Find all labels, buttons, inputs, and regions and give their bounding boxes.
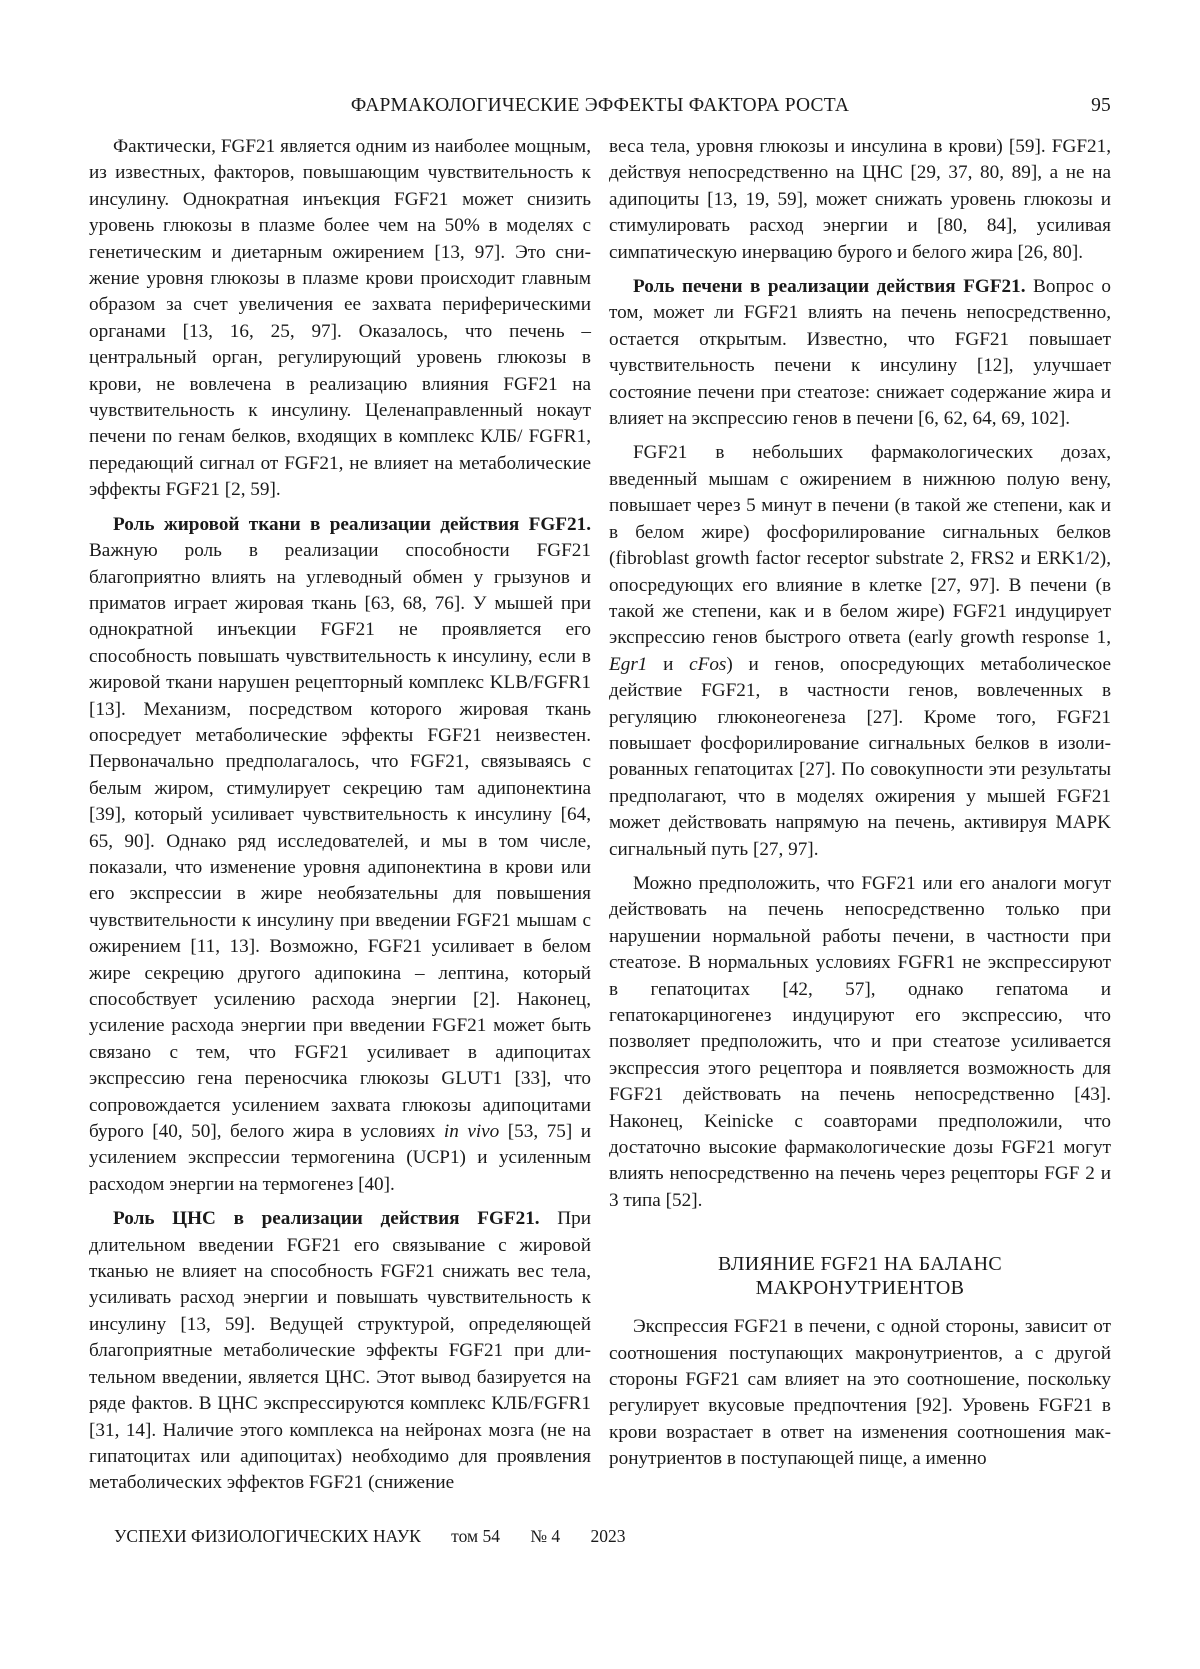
journal-page — [0, 0, 1200, 1669]
right-column — [609, 134, 1111, 1481]
paragraph-heading: Роль жировой ткани в реализации действия FGF21. — [113, 514, 591, 535]
section-heading: ВЛИЯНИЕ FGF21 НА БАЛАНС МАКРОНУТРИЕНТОВ — [609, 1252, 1111, 1300]
paragraph-cns-role: Роль ЦНС в реализации действия FGF21. При длительном введении FGF21 его связывание с жировой тканью не влияет на способность FGF21 снижать вес тела, усиливать расход энергии и по­вышать чувствительность к инсулину [13, 59]. Ве­дущей структурой, определяющей благоприят­ные метаболические эффекты FGF21 при дли­тельном введении, является ЦНС. Этот вывод базируется на ряде фактов. В ЦНС экспрессиру­ются комплекс КЛБ/FGFR1 [31, 14]. Наличие этого комплекса на нейронах мозга (не на гипато­цитах или адипоцитах) необходимо для проявле­ния метаболических эффектов FGF21 (снижение — [89, 1206, 591, 1496]
paragraph: Фактически, FGF21 является одним из наибо­лее мощным, из известных, факторов, повышаю­щим чувствительность к инсулину. Однократная инъекция FGF21 может снизить уровень глюкозы в плазме более чем на 50% в моделях с генетиче­ским и диетарным ожирением [13, 97]. Это сни­жение уровня глюкозы в плазме крови происхо­дит главным образом за счет увеличения ее захва­та периферическими органами [13, 16, 25, 97]. Оказалось, что печень – центральный орган, ре­гулирующий уровень глюкозы в крови, не вовле­чена в реализацию влияния FGF21 на чувстви­тельность к инсулину. Целенаправленный нокаут печени по генам белков, входящих в комплекс КЛБ/ FGFR1, передающий сигнал от FGF21, не влияет на метаболические эффекты FGF21 [2, 59]. — [89, 134, 591, 504]
running-head — [0, 95, 1200, 125]
paragraph: FGF21 в небольших фармакологических до­зах, введенный мышам с ожирением в нижнюю полую вену, повышает через 5 минут в печени (в такой же степени, как и в белом жире) фосфори­лирование сигнальных белков (fibroblast growth factor receptor substrate 2, FRS2 и ERK1/2), опо­средующих его влияние в клетке [27, 97]. В печени (в такой же степени, как и в белом жире) FGF21 индуцирует экспрессию генов быстрого ответа (early growth response 1, Egr1 и cFos) и генов, опо­средующих метаболическое действие FGF21, в частности генов, вовлеченных в регуляцию глю­конеогенеза [27]. Кроме того, FGF21 повышает фосфорилирование сигнальных белков в изоли­рованных гепатоцитах [27]. По совокупности эти результаты предполагают, что в моделях ожире­ния у мышей FGF21 может действовать напря­мую на печень, активируя MAPK сигнальный путь [27, 97]. — [609, 440, 1111, 863]
running-title: ФАРМАКОЛОГИЧЕСКИЕ ЭФФЕКТЫ ФАКТОРА РОСТА — [0, 95, 1200, 117]
paragraph-adipose-role: Роль жировой ткани в реализации действия FGF21. Важную роль в реализации способности FGF21 благоприятно влиять на углеводный об­мен у грызунов и приматов играет жировая ткань [63, 68, 76]. У мышей при однократной инъекции FGF21 не проявляется его способность повышать чувствительность к инсулину, если в жировой тка­ни нарушен рецепторный комплекс KLB/FGFR1 [13]. Механизм, посредством которого жировая ткань опосредует метаболические эффекты FGF21 неизвестен. Первоначально предполага­лось, что FGF21, связываясь с белым жиром, сти­мулирует секрецию там адипонектина [39], кото­рый усиливает чувствительность к инсулину [64, 65, 90]. Однако ряд исследователей, и мы в том числе, показали, что изменение уровня адипо­нектина в крови или его экспрессии в жире не­обязательны для повышения чувствительности к инсулину при введении FGF21 мышам с ожире­нием [11, 13]. Возможно, FGF21 усиливает в бе­лом жире секрецию другого адипокина – лептина, который способствует усилению расхода энергии [2]. Наконец, усиление расхода энергии при вве­дении FGF21 может быть связано с тем, что FGF21 усиливает в адипоцитах экспрессию гена переносчика глюкозы GLUT1 [33], что сопровож­дается усилением захвата глюкозы адипоцитами бурого [40, 50], белого жира в условиях in vivo [53, 75] и усилением экспрессии термогенина (UCP1) и усиленным расходом энергии на термогенез [40]. — [89, 512, 591, 1199]
left-column — [89, 134, 591, 1505]
journal-footer — [114, 1526, 652, 1554]
journal-name: УСПЕХИ ФИЗИОЛОГИЧЕСКИХ НАУК — [114, 1526, 421, 1547]
paragraph-heading: Роль ЦНС в реализации действия FGF21. — [113, 1208, 540, 1229]
paragraph-liver-role: Роль печени в реализации действия FGF21. Во­прос о том, может ли FGF21 влиять на печень не­посредственно, остается открытым. Известно, что FGF21 повышает чувствительность печени к инсулину [12], улучшает состояние печени при стеатозе: снижает содержание жира и влияет на экспрессию генов в печени [6, 62, 64, 69, 102]. — [609, 274, 1111, 432]
journal-volume: том 54 — [451, 1526, 500, 1547]
journal-issue: № 4 — [530, 1526, 560, 1547]
page-number: 95 — [1091, 95, 1111, 117]
paragraph: Можно предположить, что FGF21 или его ана­логи могут действовать на печень непосредствен­но только при нарушении нормальной работы пе­чени, в частности при стеатозе. В нормальных условиях FGFR1 не экспрессируют в гепатоцитах [42, 57], однако гепатома и гепатокарциногенез индуцируют его экспрессию, что позволяет пред­положить, что и при стеатозе усиливается экс­прессия этого рецептора и появляется возмож­ность для FGF21 действовать на печень непо­средственно [43]. Наконец, Keinicke с соавторами предположили, что достаточно высокие фарма­кологические дозы FGF21 могут влиять непо­средственно на печень через рецепторы FGF 2 и 3 типа [52]. — [609, 871, 1111, 1214]
paragraph-heading: Роль печени в реализации действия FGF21. — [633, 276, 1026, 297]
paragraph: Экспрессия FGF21 в печени, с одной стороны, зависит от соотношения поступающих макронут­риентов, а с другой стороны FGF21 сам влияет на это соотношение, поскольку регулирует вкусовые предпочтения [92]. Уровень FGF21 в крови воз­растает в ответ на изменения соотношения мак­ронутриентов в поступающей пище, а именно — [609, 1314, 1111, 1472]
journal-year: 2023 — [591, 1526, 626, 1547]
paragraph-continued: веса тела, уровня глюкозы и инсулина в крови) [59]. FGF21, действуя непосредственно на ЦНС [29, 37, 80, 89], а не на адипоциты [13, 19, 59], мо­жет снижать уровень глюкозы и стимулировать расход энергии и [80, 84], усиливая симпатиче­скую инервацию бурого и белого жира [26, 80]. — [609, 134, 1111, 266]
